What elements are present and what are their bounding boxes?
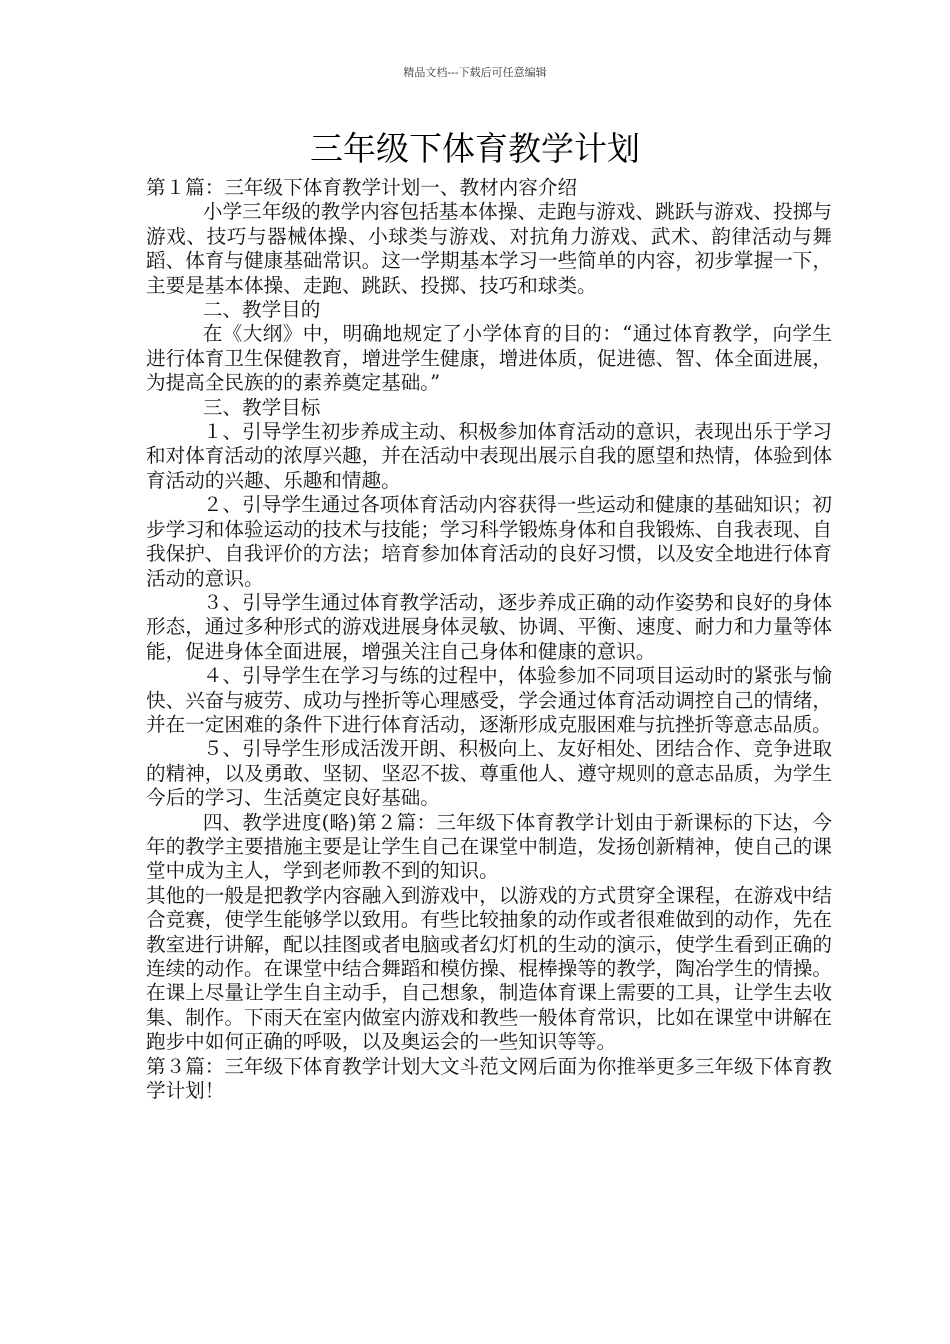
paragraph: 二、教学目的	[202, 298, 321, 322]
paragraph: 四、教学进度(略)第２篇：三年级下体育教学计划由于新课标的下达，今年的教学主要措施主要是让学生自己在课堂中制造，发扬创新精神，使自己的课堂中成为主人，学到老师教不到的知识。	[146, 810, 832, 883]
paragraph: 三、教学目标	[202, 395, 321, 419]
paragraph: １、引导学生初步养成主动、积极参加体育活动的意识，表现出乐于学习和对体育活动的浓厚兴趣，并在活动中表现出展示自我的愿望和热情，体验到体育活动的兴趣、乐趣和情趣。	[146, 420, 832, 492]
paragraph: ２、引导学生通过各项体育活动内容获得一些运动和健康的基础知识；初步学习和体验运动的技术与技能；学习科学锻炼身体和自我锻炼、自我表现、自我保护、自我评价的方法；培育参加体育活动的良好习惯，以及安全地进行体育活动的意识。	[146, 493, 832, 590]
paragraph: 第３篇：三年级下体育教学计划大文斗范文网后面为你推举更多三年级下体育教学计划！	[146, 1054, 832, 1103]
paragraph: ５、引导学生形成活泼开朗、积极向上、友好相处、团结合作、竞争进取的精神，以及勇敢、坚韧、坚忍不拔、尊重他人、遵守规则的意志品质，为学生今后的学习、生活奠定良好基础。	[146, 737, 832, 810]
paragraph: 其他的一般是把教学内容融入到游戏中，以游戏的方式贯穿全课程，在游戏中结合竞赛，使学生能够学以致用。有些比较抽象的动作或者很难做到的动作，先在教室进行讲解，配以挂图或者电脑或者幻灯机的生动的演示，使学生看到正确的连续的动作。在课堂中结合舞蹈和模仿操、棍棒操等的教学，陶冶学生的情操。在课上尽量让学生自主动手，自己想象，制造体育课上需要的工具，让学生去收集、制作。下雨天在室内做室内游戏和教些一般体育常识，比如在课堂中讲解在跑步中如何正确的呼吸，以及奥运会的一些知识等等。	[146, 883, 832, 1054]
page-header: 精品文档---下载后可任意编辑	[403, 66, 547, 79]
paragraph: 第１篇：三年级下体育教学计划一、教材内容介绍	[146, 176, 578, 199]
document-title: 三年级下体育教学计划	[310, 129, 640, 168]
paragraph: 小学三年级的教学内容包括基本体操、走跑与游戏、跳跃与游戏、投掷与游戏、技巧与器械体操、小球类与游戏、对抗角力游戏、武术、韵律活动与舞蹈、体育与健康基础常识。这一学期基本学习一些简单的内容，初步掌握一下，主要是基本体操、走跑、跳跃、投掷、技巧和球类。	[146, 200, 832, 297]
paragraph: 在《大纲》中，明确地规定了小学体育的目的：“通过体育教学，向学生进行体育卫生保健教育，增进学生健康，增进体质，促进德、智、体全面进展，为提高全民族的的素养奠定基础。”	[146, 322, 832, 395]
paragraph: ４、引导学生在学习与练的过程中，体验参加不同项目运动时的紧张与愉快、兴奋与疲劳、成功与挫折等心理感受，学会通过体育活动调控自己的情绪，并在一定困难的条件下进行体育活动，逐渐形成克服困难与抗挫折等意志品质。	[146, 664, 832, 736]
document-body	[146, 176, 832, 1103]
paragraph: ３、引导学生通过体育教学活动，逐步养成正确的动作姿势和良好的身体形态，通过多种形式的游戏进展身体灵敏、协调、平衡、速度、耐力和力量等体能，促进身体全面进展，增强关注自己身体和健康的意识。	[146, 590, 832, 663]
